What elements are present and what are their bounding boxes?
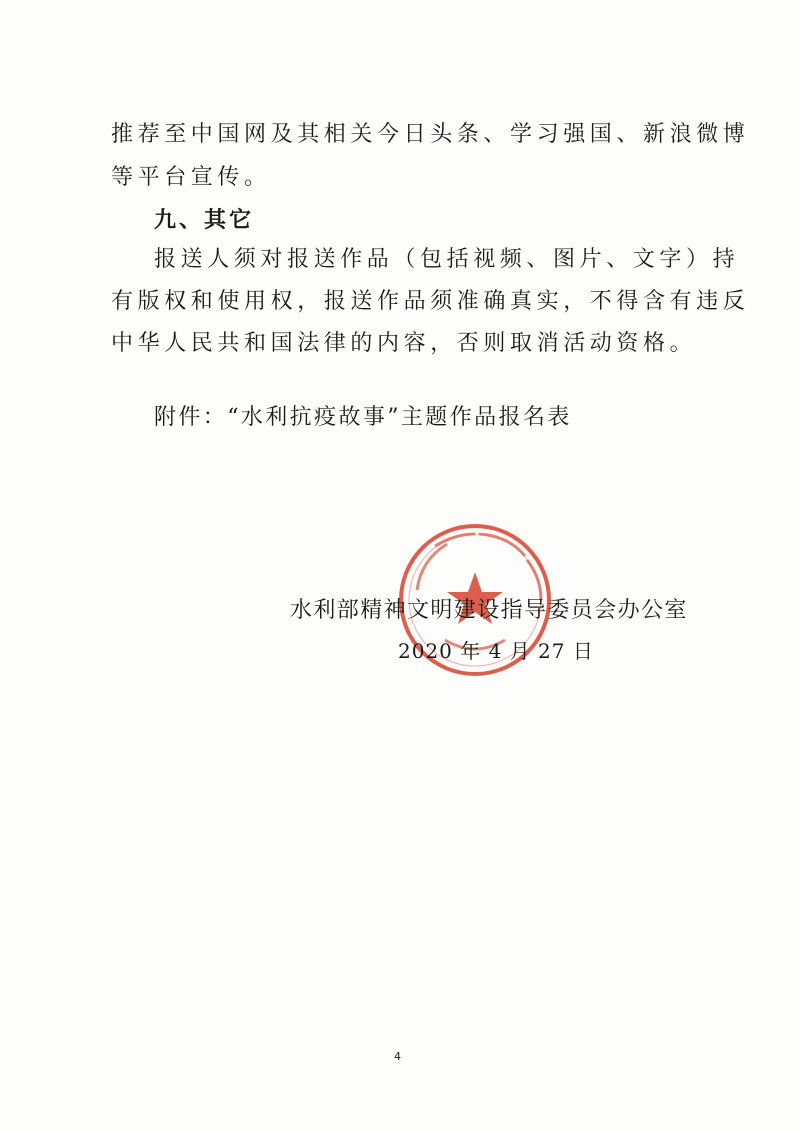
section-heading: 九、其它 bbox=[154, 208, 255, 233]
body-line-4: 报送人须对报送作品（包括视频、图片、文字）持 bbox=[154, 247, 740, 272]
body-line-6: 中华人民共和国法律的内容，否则取消活动资格。 bbox=[111, 331, 697, 356]
attachment-line: 附件：“水利抗疫故事”主题作品报名表 bbox=[154, 405, 572, 430]
body-line-2: 等平台宣传。 bbox=[111, 165, 271, 190]
body-line-5: 有版权和使用权，报送作品须准确真实，不得含有违反 bbox=[111, 289, 750, 314]
issuing-organization: 水利部精神文明建设指导委员会办公室 bbox=[290, 598, 688, 623]
page-number: 4 bbox=[394, 1050, 401, 1063]
issue-date: 2020 年 4 月 27 日 bbox=[398, 639, 594, 663]
body-line-1: 推荐至中国网及其相关今日头条、学习强国、新浪微博 bbox=[111, 122, 750, 147]
